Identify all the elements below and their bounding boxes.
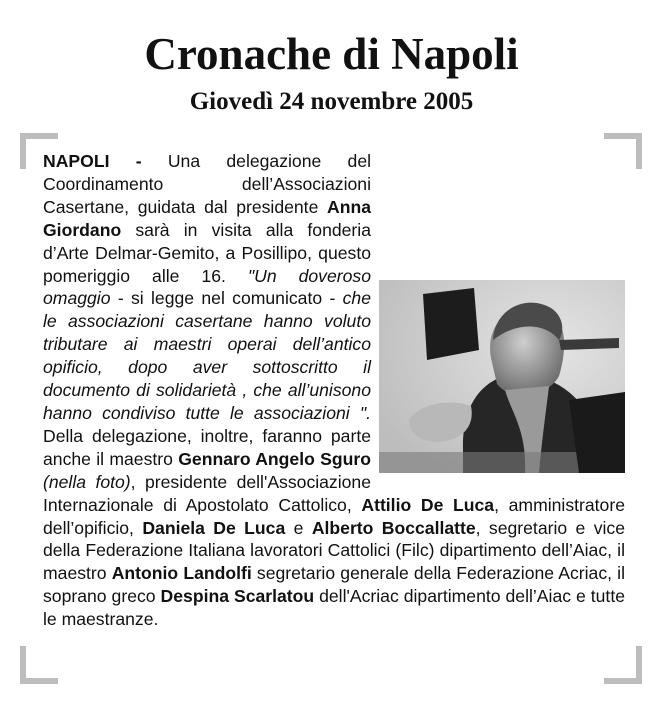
article-text-segment: - si legge nel comunicato - [110,288,343,309]
article-text-segment: dell'Acriac dipartimento dell’Aiac e tutte le maestranze. [43,586,625,630]
issue-date: Giovedì 24 novembre 2005 [189,88,474,115]
article-text-segment: sarà in visita alla fonderia d’Arte Delmar-Gemito, a Posillipo, questo pomeriggio alle 16. [43,219,371,286]
person-name: Anna Giordano [43,196,371,240]
person-name: Alberto Boccallatte [311,517,476,538]
article-text-segment: , amministratore dell’opificio, [43,494,625,538]
article-text-segment: , segretario e vice della Federazione Italiana lavoratori Cattolici (Filc) dipartimento dell’Aiac, il maestro [43,517,626,584]
article-text-segment: Una delegazione del Coordinamento dell’Associazioni Casertane, guidata dal presidente [43,151,372,217]
photo [379,280,625,473]
masthead-title: Cronache di Napoli [144,29,519,79]
article-text-segment: Della delegazione, inoltre, faranno parte anche il maestro [43,425,371,469]
article-text [43,150,625,631]
quote-segment: che le associazioni casertane hanno voluto tributare ai maestri operai dell’antico opificio, dopo aver sottoscritto il documento di solidarietà , che all’unisono hanno condiviso tutte le associazioni ". [43,288,371,423]
person-name: Gennaro Angelo Sguro [178,448,371,469]
person-name: Attilio De Luca [361,494,495,515]
article-dateline: NAPOLI - [43,151,142,171]
article-text-segment: segretario generale della Federazione Acriac, il soprano greco [43,563,625,607]
person-name: Antonio Landolfi [111,563,252,584]
article-text-segment: e [285,517,312,538]
person-name: Despina Scarlatou [160,586,315,607]
article-text-segment: , presidente dell'Associazione Internazionale di Apostolato Cattolico, [43,471,371,515]
quote-segment: "Un doveroso omaggio [43,265,371,309]
person-name: Daniela De Luca [142,517,286,538]
photo-caption-reference: (nella foto) [43,471,131,492]
article-body [43,150,625,631]
